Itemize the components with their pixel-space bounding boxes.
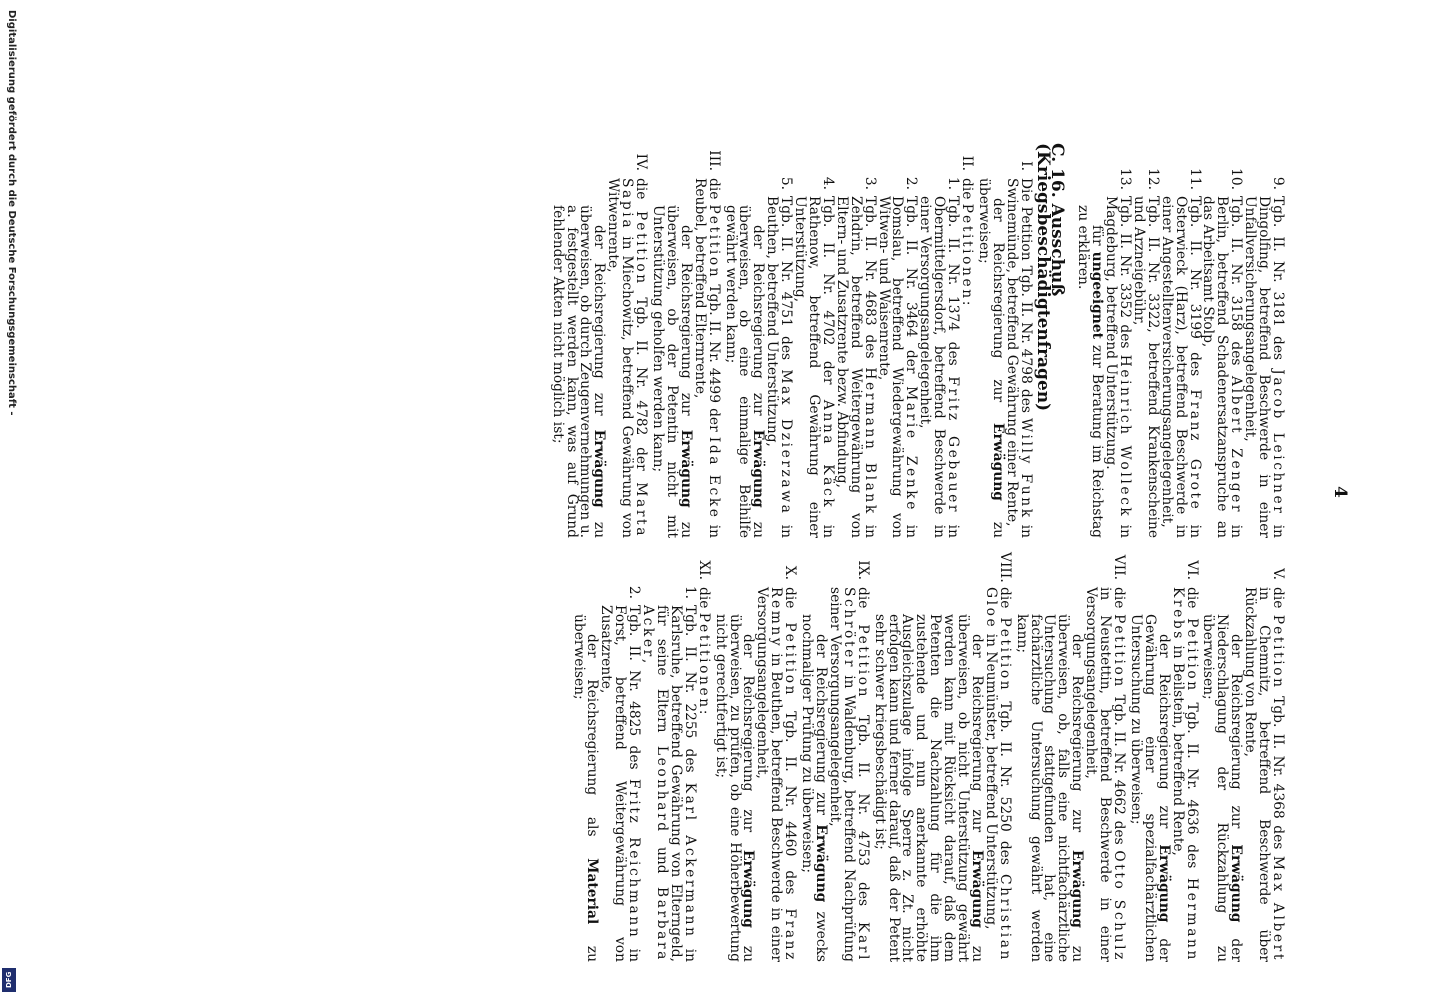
section-VIII: VIII. die Petition Tgb. II. Nr. 5250 des Christian Gloe in Neumünster, betreffend Unterstützung, [982, 552, 1013, 963]
resolution-text: der Reichsregierung zur Erwägung der Niederschlagung der Rückzahlung zu überweisen; [1200, 614, 1245, 962]
list-item: 10. Tgb. II. Nr. 3158 des Albert Zenger in Berlin, betreffend Schadenersatzanspruche an das Arbeitsamt Stolp, [1200, 168, 1245, 538]
list-item: 1. Tgb. II. Nr. 1374 des Fritz Gebauer in Obermittelgersdorf, betreffend Beschwerde in einer Versorgungsangelegenheit, [917, 176, 962, 538]
section-V: V. die Petition Tgb. II. Nr. 4368 des Max Albert in Chemnitz, betreffend Beschwerde über Rückzahlung von Rente, [1242, 568, 1286, 962]
list-item: 1. Tgb. II. Nr. 2255 des Karl Ackermann in Karlsruhe, betreffend Gewährung von Elterngeld, für seine Eltern Leonhard und Barbara Acker, [640, 585, 698, 962]
section-IX: IX. die Petition Tgb. II. Nr. 4753 des Karl Schröter in Waldenburg, betreffend Nachprüfung seiner Versorgungsangelegenheit, [826, 560, 871, 962]
resolution-text: der Reichsregierung zur Erwägung zu überweisen, ob der Petentin nicht mit Unterstützung geholfen werden kann; [650, 205, 694, 538]
section-XI: XI. die Petitionen: [695, 560, 712, 715]
section-heading: C. 16. Ausschuß (Kriegsbeschädigtenfragen) [1033, 143, 1068, 412]
column-left [160, 143, 1284, 538]
footer [0, 0, 26, 1000]
resolution-text: der Reichsregierung zur Erwägung zu überweisen, ob, falls eine nichtfachärztliche Untersuchung stattgefunden hat, eine fachärztliche Untersuchung gewährt werden kann; [1013, 614, 1086, 962]
resolution-text: der Reichsregierung zur Erwägung der Gewährung einer spezialfachärztlichen Untersuchung zu überweisen; [1127, 614, 1172, 962]
resolution-text: der Reichsregierung zur Erwägung zu überweisen, ob eine einmalige Beihilfe gewährt werden kann; [722, 205, 767, 538]
list-item: 2. Tgb. II. Nr. 4825 des Fritz Reichmann in Forst, betreffend Weitergewährung von Zusatzrente, [598, 585, 643, 962]
col1-top-list [1075, 143, 1284, 538]
section-VI: VI. die Petition Tgb. II. Nr. 4636 des Hermann Krebs in Beilstein, betreffend Rente, [1169, 560, 1200, 963]
list-item: 3. Tgb. II. Nr. 4683 des Hermann Blank in Zehdrin, betreffend Weitergewährung von Eltern- und Zusatzrente bezw. Abfindung, [833, 176, 878, 538]
resolution-text: der Reichsregierung zur Erwägung zu überweisen, ob durch Zeugenvernehmungen u. a. festgestellt werden kann, was auf Grund fehlender Akten nicht möglich ist; [549, 205, 608, 538]
section-I: I. Die Petition Tgb. II. Nr. 4798 des Willy Funk in Swinemünde, betreffend Gewährung einer Rente, [1003, 161, 1034, 539]
list-item: 5. Tgb. II. Nr. 4751 des Max Dzierzawa in Beuthen, betreffend Unterstützung, [764, 176, 795, 539]
list-item: 4. Tgb. II. Nr. 4702 der Anna Käck in Rathenow, betreffend Gewährung einer Unterstützung, [792, 176, 836, 538]
list-item: 13. Tgb. II. Nr. 3352 des Heinrich Wolleck in Magdeburg, betreffend Unterstützung. [1103, 168, 1134, 538]
resolution-text: der Reichsregierung zur Erwägung zwecks nochmaliger Prüfung zu überweisen; [799, 614, 829, 963]
list-item: 11. Tgb. II. Nr. 3199 des Franz Grote in Osterwieck (Harz), betreffend Beschwerde in einer Angestelltenversicherungsangelegenheit, [1158, 168, 1203, 538]
list-item: 12. Tgb. II. Nr. 3322, betreffend Krankenscheine und Arzneigebühr, [1130, 168, 1161, 538]
resolution-text: der Reichsregierung zur Erwägung zu überweisen, ob nicht Unterstützung gewährt werden kann mit Rücksicht darauf, daß dem Petenten die Nachzahlung für die ihm zustehende und nun anerkannte erhöhte Ausgleichszulage infolge Sperre z. Zt. nicht erfolgen kann und ferner darauf, daß der Petent sehr schwer kriegsbeschädigt ist; [871, 614, 985, 962]
list-item: 2. Tgb. II. Nr. 3464 der Marie Zenke in Domslau, betreffend Wiedergewährung von Witwen- und Waisenrente, [875, 176, 920, 538]
section-VII: VII. die Petition Tgb. II. Nr. 4662 des Otto Schulz in Neustettin, betreffend Beschwerde in einer Versorgungsangelegenheit, [1083, 554, 1128, 963]
resolution-text: der Reichsregierung als Material zu überweisen; [570, 614, 601, 962]
section-IV: IV. die Petition Tgb. II. Nr. 4782 der Marta Sapia in Miechowitz, betreffend Gewährung von Witwenrente, [605, 153, 650, 539]
dfg-logo: DFG [2, 968, 16, 992]
section-III: III. die Petition Tgb. II. Nr. 4499 der Ida Ecke in Reubel, betreffend Elternrente, [691, 150, 722, 539]
resolution-text: für ungeeignet zur Beratung im Reichstag zu erklären. [1075, 205, 1106, 538]
column-right [160, 552, 1284, 962]
section-X: X. die Petition Tgb. II. Nr. 4460 des Franz Remny in Beuthen, betreffend Beschwerde in einer Versorgungsangelegenheit, [754, 565, 799, 963]
page-number: 4 [1330, 486, 1350, 498]
list-item: 9. Tgb. II. Nr. 3181 des Jacob Leichner in Dingolfing, betreffend Beschwerde in einer Unfallversicherungsangelegenheit, [1242, 176, 1286, 538]
resolution-text: der Reichsregierung zur Erwägung zu überweisen, zu prüfen, ob eine Höherbewertung nicht gerechtfertigt ist; [712, 614, 757, 962]
resolution-text: der Reichsregierung zur Erwägung zu überweisen; [975, 178, 1006, 538]
footer-credit: Digitalisierung gefördert durch die Deutsche Forschungsgemeinschaft - [6, 10, 17, 416]
section-II: II. die Petitionen: [958, 155, 975, 306]
